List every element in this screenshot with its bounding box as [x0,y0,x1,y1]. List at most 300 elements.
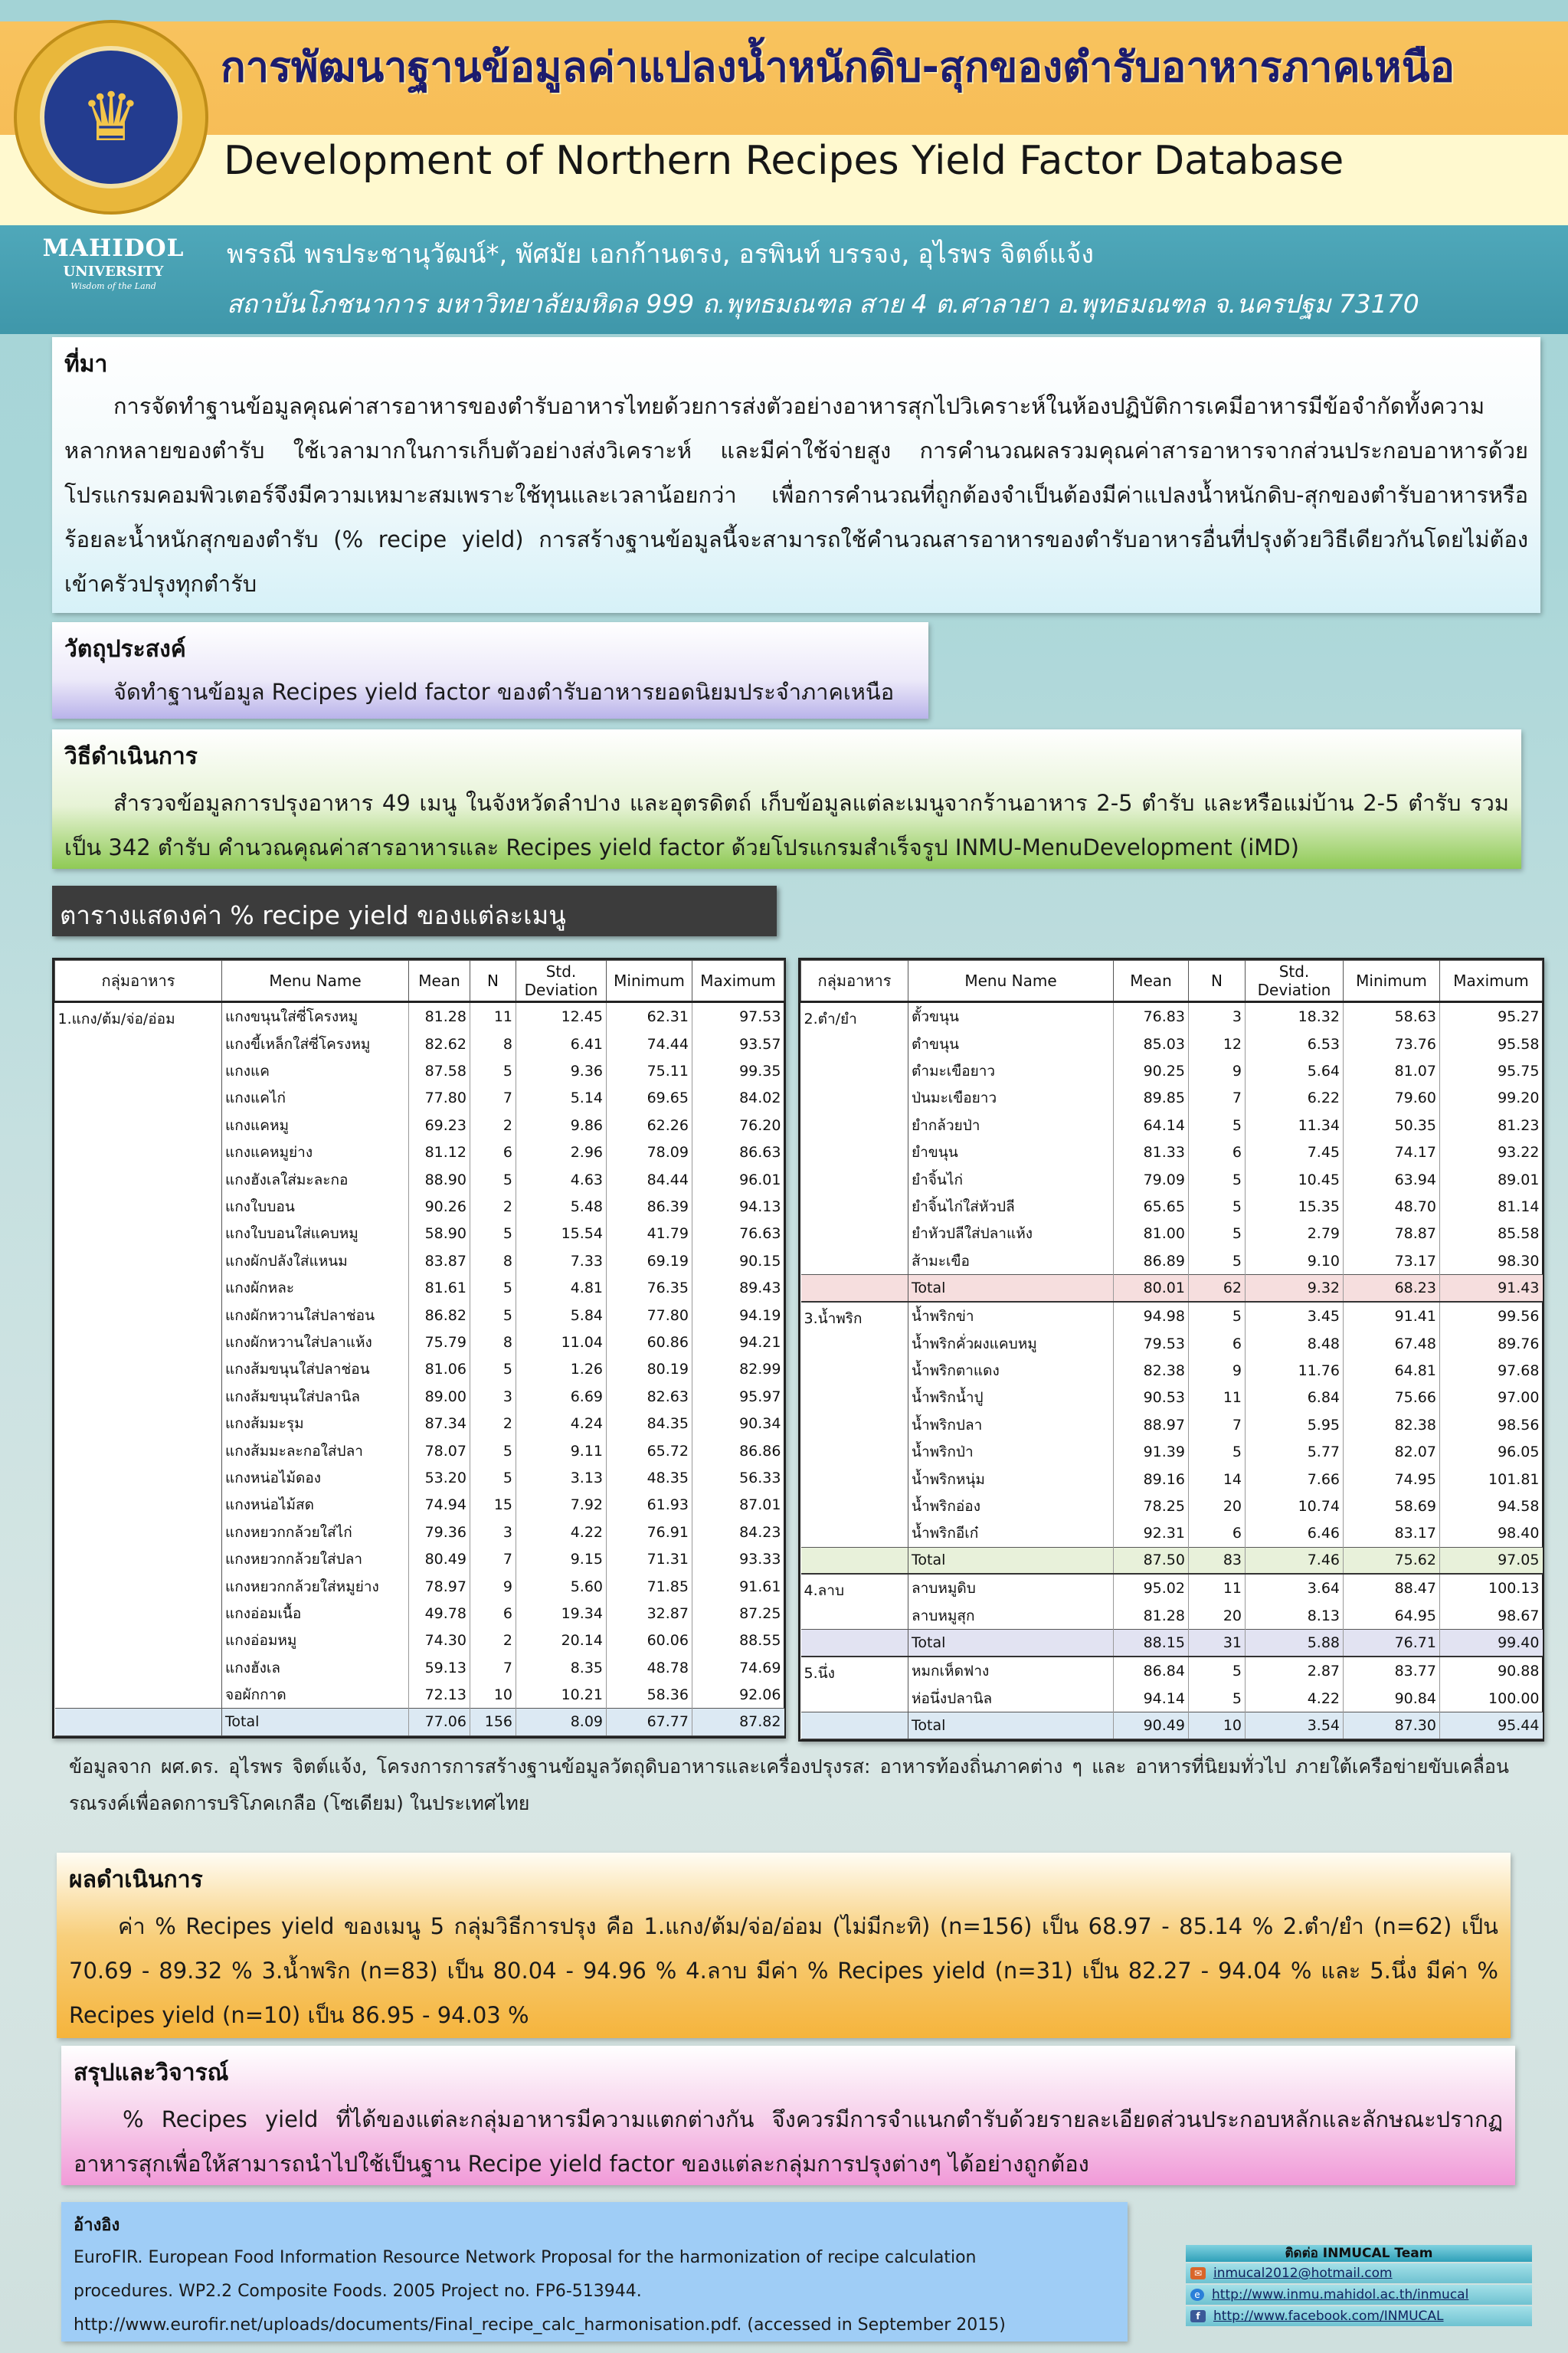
institution-address: สถาบันโภชนาการ มหาวิทยาลัยมหิดล 999 ถ.พุทธมณฑล สาย 4 ต.ศาลายา อ.พุทธมณฑล จ.นครปฐม 73170 [227,289,1419,319]
table-total-row [801,1630,1543,1657]
table-cell-min: 83.17 [1344,1520,1440,1547]
table-cell-min: 73.76 [1344,1031,1440,1057]
reference-link[interactable]: http://www.eurofir.net/uploads/documents/Final_recipe_calc_harmonisation.pdf. (accessed in September 2015) [74,2315,1006,2335]
table-cell-n: 9 [1189,1357,1246,1384]
table-cell-mean: 90.26 [409,1193,470,1220]
table-cell-sd: 2.79 [1246,1221,1344,1247]
table-cell-min: 58.69 [1344,1493,1440,1519]
table-row [801,1685,1543,1712]
table-cell-menu: ส้ามะเขือ [908,1247,1114,1274]
table-cell-group [55,1437,222,1464]
table-cell-mean: 53.20 [409,1464,470,1491]
table-cell-mean: 76.83 [1114,1002,1189,1031]
table-cell-min: 60.86 [607,1329,692,1355]
table-cell-group [801,1275,908,1302]
table-cell-max: 89.43 [692,1275,784,1302]
table-row [801,1520,1543,1547]
table-cell-sd: 5.60 [516,1573,607,1600]
table-cell-mean: 58.90 [409,1221,470,1247]
table-cell-max: 98.40 [1440,1520,1543,1547]
table-cell-max: 93.22 [1440,1139,1543,1166]
table-cell-min: 32.87 [607,1600,692,1627]
contact-box [1186,2245,1532,2326]
table-cell-min: 77.80 [607,1302,692,1329]
table-cell-max: 99.20 [1440,1085,1543,1112]
table-cell-mean: 77.06 [409,1709,470,1735]
table-cell-menu: ตำมะเขือยาว [908,1057,1114,1084]
table-cell-n: 11 [1189,1574,1246,1602]
table-cell-group [55,1247,222,1274]
objective-heading: วัตถุประสงค์ [64,636,186,663]
table-cell-min: 75.66 [1344,1385,1440,1411]
table-row [801,1330,1543,1357]
table-cell-max: 96.05 [1440,1438,1543,1465]
table-cell-n: 9 [470,1573,516,1600]
background-heading: ที่มา [64,351,108,378]
table-cell-n: 11 [1189,1385,1246,1411]
table-cell-group [801,1466,908,1493]
table-cell-sd: 4.81 [516,1275,607,1302]
table-cell-group [801,1411,908,1438]
table-row [801,1657,1543,1685]
table-cell-sd: 7.66 [1246,1466,1344,1493]
table-cell-max: 89.76 [1440,1330,1543,1357]
contact-facebook[interactable]: http://www.facebook.com/INMUCAL [1213,2309,1444,2324]
conclusion-heading: สรุปและวิจารณ์ [74,2060,229,2086]
table-cell-sd: 9.11 [516,1437,607,1464]
results-section [57,1853,1511,2038]
table-cell-group [801,1712,908,1739]
table-cell-sd: 5.84 [516,1302,607,1329]
table-cell-menu: ลาบหมูสุก [908,1602,1114,1629]
table-cell-n: 5 [1189,1247,1246,1274]
table-cell-n: 3 [470,1519,516,1545]
table-cell-menu: ยำจิ้นไก่ [908,1166,1114,1193]
table-cell-min: 81.07 [1344,1057,1440,1084]
table-row [55,1519,784,1545]
table-cell-max: 96.01 [692,1166,784,1193]
table-cell-max: 95.75 [1440,1057,1543,1084]
table-row [55,1193,784,1220]
table-row [801,1493,1543,1519]
table-cell-min: 74.95 [1344,1466,1440,1493]
table-cell-menu: แกงผักหวานใส่ปลาแห้ง [222,1329,409,1355]
table-cell-mean: 88.97 [1114,1411,1189,1438]
table-cell-min: 61.93 [607,1492,692,1519]
table-cell-menu: Total [222,1709,409,1735]
table-cell-menu: แกงหยวกกล้วยใส่หมูย่าง [222,1573,409,1600]
poster-title-english: Development of Northern Recipes Yield Factor Database [224,138,1344,184]
table-cell-group [801,1330,908,1357]
table-cell-menu: น้ำพริกอ่อง [908,1493,1114,1519]
table-row [55,1654,784,1681]
table-cell-min: 62.31 [607,1002,692,1031]
table-cell-n: 7 [1189,1411,1246,1438]
table-cell-n: 8 [470,1247,516,1274]
table-cell-mean: 65.65 [1114,1193,1189,1220]
table-cell-min: 76.35 [607,1275,692,1302]
table-cell-menu: ห่อนึ่งปลานิล [908,1685,1114,1712]
reference-line: EuroFIR. European Food Information Resource Network Proposal for the harmonization of recipe calculation [74,2248,977,2267]
header-min: Minimum [1344,961,1440,1002]
table-cell-group [801,1493,908,1519]
table-cell-max: 94.13 [692,1193,784,1220]
data-source-note: ข้อมูลจาก ผศ.ดร. อุไรพร จิตต์แจ้ง, โครงการการสร้างฐานข้อมูลวัตถุดิบอาหารและเครื่องปรุงรส: อาหารท้องถิ่นภาคต่าง ๆ และ อาหารที่นิยมทั่วไป ภายใต้เครือข่ายขับเคลื่อนรณรงค์เพื่อลดการบริโภคเกลือ (โซเดียม) ในประเทศไทย [69,1755,1509,1814]
table-cell-menu: ยำกล้วยป่า [908,1112,1114,1139]
header-mean: Mean [1114,961,1189,1002]
table-cell-mean: 81.12 [409,1139,470,1166]
table-cell-group [801,1221,908,1247]
table-cell-menu: แกงหน่อไม้ดอง [222,1464,409,1491]
table-cell-min: 41.79 [607,1221,692,1247]
table-cell-menu: น้ำพริกปลา [908,1411,1114,1438]
table-cell-group [801,1193,908,1220]
table-cell-min: 87.30 [1344,1712,1440,1739]
contact-website[interactable]: http://www.inmu.mahidol.ac.th/inmucal [1212,2287,1469,2302]
table-cell-n: 2 [470,1112,516,1139]
university-wordmark: MAHIDOL UNIVERSITY Wisdom of the Land [42,234,185,291]
table-cell-sd: 10.21 [516,1681,607,1708]
table-cell-mean: 74.30 [409,1627,470,1654]
table-cell-menu: แกงใบบอนใส่แคบหมู [222,1221,409,1247]
table-row [55,1627,784,1654]
table-cell-max: 84.02 [692,1085,784,1112]
table-row [801,1085,1543,1112]
table-cell-max: 89.01 [1440,1166,1543,1193]
table-cell-sd: 7.33 [516,1247,607,1274]
table-cell-max: 76.20 [692,1112,784,1139]
table-cell-n: 5 [470,1302,516,1329]
table-cell-max: 98.56 [1440,1411,1543,1438]
table-cell-mean: 85.03 [1114,1031,1189,1057]
table-row [55,1492,784,1519]
table-cell-mean: 90.49 [1114,1712,1189,1739]
table-cell-mean: 78.97 [409,1573,470,1600]
table-cell-mean: 92.31 [1114,1520,1189,1547]
table-cell-sd: 11.76 [1246,1357,1344,1384]
table-cell-group [55,1383,222,1410]
table-row [801,1139,1543,1166]
results-heading: ผลดำเนินการ [69,1866,203,1893]
table-cell-min: 48.35 [607,1464,692,1491]
table-cell-min: 83.77 [1344,1657,1440,1685]
table-cell-n: 5 [470,1437,516,1464]
contact-email-row[interactable] [1186,2263,1532,2283]
table-cell-sd: 5.14 [516,1085,607,1112]
table-cell-min: 63.94 [1344,1166,1440,1193]
table-row [55,1221,784,1247]
table-cell-mean: 72.13 [409,1681,470,1708]
table-cell-n: 6 [1189,1520,1246,1547]
table-cell-max: 82.99 [692,1356,784,1383]
table-row [801,1385,1543,1411]
table-cell-menu: แกงขนุนใส่ซี่โครงหมู [222,1002,409,1031]
table-cell-max: 86.63 [692,1139,784,1166]
table-total-row [55,1709,784,1735]
table-cell-max: 81.14 [1440,1193,1543,1220]
references-section [61,2202,1128,2342]
table-cell-mean: 88.15 [1114,1630,1189,1657]
table-cell-menu: แกงผักปลังใส่แหนม [222,1247,409,1274]
table-cell-mean: 78.07 [409,1437,470,1464]
table-row [55,1031,784,1057]
table-cell-menu: แกงแคหมู [222,1112,409,1139]
table-cell-max: 100.00 [1440,1685,1543,1712]
table-cell-min: 90.84 [1344,1685,1440,1712]
table-cell-n: 5 [1189,1302,1246,1330]
table-cell-mean: 91.39 [1114,1438,1189,1465]
table-cell-min: 67.77 [607,1709,692,1735]
table-cell-group [55,1545,222,1572]
table-cell-group [55,1193,222,1220]
header-menu: Menu Name [222,961,409,1002]
table-row [55,1247,784,1274]
table-cell-menu: น้ำพริกหนุ่ม [908,1466,1114,1493]
table-cell-sd: 3.64 [1246,1574,1344,1602]
table-cell-n: 20 [1189,1602,1246,1629]
table-cell-max: 94.21 [692,1329,784,1355]
table-cell-max: 81.23 [1440,1112,1543,1139]
table-cell-min: 71.31 [607,1545,692,1572]
table-cell-menu: น้ำพริกตาแดง [908,1357,1114,1384]
table-cell-max: 90.15 [692,1247,784,1274]
table-cell-menu: แกงส้มมะรุม [222,1410,409,1437]
table-cell-sd: 3.13 [516,1464,607,1491]
table-cell-n: 2 [470,1193,516,1220]
table-cell-menu: แกงส้มขนุนใส่ปลาช่อน [222,1356,409,1383]
table-cell-menu: ยำจิ้นไก่ใส่หัวปลี [908,1193,1114,1220]
table-row [801,1193,1543,1220]
method-heading: วิธีดำเนินการ [64,743,198,770]
table-cell-max: 97.53 [692,1002,784,1031]
table-cell-group [801,1247,908,1274]
table-cell-min: 84.44 [607,1166,692,1193]
table-row [801,1112,1543,1139]
header-max: Maximum [692,961,784,1002]
contact-email[interactable]: inmucal2012@hotmail.com [1213,2266,1393,2281]
table-cell-sd: 5.88 [1246,1630,1344,1657]
table-row [55,1681,784,1708]
table-cell-menu: Total [908,1275,1114,1302]
references-heading: อ้างอิง [74,2216,120,2235]
table-cell-mean: 81.33 [1114,1139,1189,1166]
table-cell-mean: 81.00 [1114,1221,1189,1247]
table-row [55,1329,784,1355]
table-cell-min: 74.17 [1344,1139,1440,1166]
table-cell-mean: 82.62 [409,1031,470,1057]
table-row [801,1002,1543,1031]
table-cell-n: 10 [470,1681,516,1708]
table-row [801,1302,1543,1330]
table-cell-min: 76.71 [1344,1630,1440,1657]
table-row [55,1002,784,1031]
table-row [55,1302,784,1329]
table-cell-mean: 80.01 [1114,1275,1189,1302]
table-cell-max: 76.63 [692,1221,784,1247]
table-cell-n: 5 [1189,1438,1246,1465]
table-cell-group [55,1139,222,1166]
table-cell-max: 74.69 [692,1654,784,1681]
table-cell-n: 62 [1189,1275,1246,1302]
table-cell-sd: 5.64 [1246,1057,1344,1084]
table-cell-n: 20 [1189,1493,1246,1519]
yield-table-left [52,958,786,1739]
table-row [801,1057,1543,1084]
table-row [801,1221,1543,1247]
table-cell-n: 5 [470,1057,516,1084]
table-cell-group [55,1221,222,1247]
table-cell-sd: 9.10 [1246,1247,1344,1274]
table-cell-sd: 9.15 [516,1545,607,1572]
table-cell-max: 86.86 [692,1437,784,1464]
table-cell-n: 5 [1189,1112,1246,1139]
table-cell-group [55,1709,222,1735]
table-cell-max: 84.23 [692,1519,784,1545]
table-row [55,1573,784,1600]
yield-table-right [798,958,1544,1742]
table-cell-mean: 78.25 [1114,1493,1189,1519]
contact-facebook-row[interactable] [1186,2306,1532,2326]
table-cell-max: 91.61 [692,1573,784,1600]
table-cell-sd: 5.77 [1246,1438,1344,1465]
table-cell-n: 6 [1189,1330,1246,1357]
table-cell-n: 5 [1189,1193,1246,1220]
ie-icon: e [1190,2289,1204,2301]
crown-emblem-icon: ♛ [80,77,142,156]
table-cell-group [55,1356,222,1383]
table-cell-mean: 81.06 [409,1356,470,1383]
table-cell-group [55,1302,222,1329]
header-n: N [1189,961,1246,1002]
table-cell-sd: 20.14 [516,1627,607,1654]
table-cell-n: 8 [470,1329,516,1355]
header-menu: Menu Name [908,961,1114,1002]
table-cell-max: 95.58 [1440,1031,1543,1057]
table-cell-n: 5 [1189,1685,1246,1712]
table-cell-min: 64.95 [1344,1602,1440,1629]
table-cell-n: 5 [470,1275,516,1302]
table-cell-mean: 90.25 [1114,1057,1189,1084]
table-cell-n: 5 [470,1464,516,1491]
table-cell-sd: 6.84 [1246,1385,1344,1411]
header-mean: Mean [409,961,470,1002]
table-cell-max: 99.40 [1440,1630,1543,1657]
table-cell-max: 91.43 [1440,1275,1543,1302]
table-row [801,1411,1543,1438]
table-cell-mean: 89.85 [1114,1085,1189,1112]
table-cell-sd: 7.45 [1246,1139,1344,1166]
table-cell-mean: 77.80 [409,1085,470,1112]
table-cell-mean: 87.50 [1114,1547,1189,1574]
table-row [801,1438,1543,1465]
table-cell-group: 3.น้ำพริก [801,1302,908,1330]
table-cell-sd: 8.48 [1246,1330,1344,1357]
table-cell-sd: 1.26 [516,1356,607,1383]
table-cell-min: 69.19 [607,1247,692,1274]
table-cell-group [55,1085,222,1112]
table-cell-n: 3 [1189,1002,1246,1031]
table-cell-group [55,1166,222,1193]
table-cell-group [55,1112,222,1139]
table-cell-n: 7 [470,1654,516,1681]
table-cell-group [55,1031,222,1057]
table-cell-group [801,1438,908,1465]
table-cell-sd: 7.92 [516,1492,607,1519]
conclusion-text: % Recipes yield ที่ได้ของแต่ละกลุ่มอาหารมีความแตกต่างกัน จึงควรมีการจำแนกตำรับด้วยรายละเอียดส่วนประกอบหลักและลักษณะปรากฏอาหารสุกเพื่อให้สามารถนำไปใช้เป็นฐาน Recipe yield factor ของแต่ละกลุ่มการปรุงต่างๆ ได้อย่างถูกต้อง [74,2106,1503,2177]
table-cell-mean: 86.82 [409,1302,470,1329]
background-section [52,337,1540,613]
table-cell-max: 99.35 [692,1057,784,1084]
table-cell-menu: Total [908,1630,1114,1657]
table-cell-max: 97.68 [1440,1357,1543,1384]
table-cell-min: 69.65 [607,1085,692,1112]
table-cell-menu: Total [908,1547,1114,1574]
table-cell-max: 93.57 [692,1031,784,1057]
table-cell-max: 93.33 [692,1545,784,1572]
table-total-row [801,1275,1543,1302]
table-cell-n: 9 [1189,1057,1246,1084]
table-cell-min: 79.60 [1344,1085,1440,1112]
table-cell-sd: 2.87 [1246,1657,1344,1685]
table-cell-min: 68.23 [1344,1275,1440,1302]
table-cell-sd: 4.63 [516,1166,607,1193]
header-sd: Std. Deviation [516,961,607,1002]
table-cell-max: 99.56 [1440,1302,1543,1330]
table-cell-sd: 7.46 [1246,1547,1344,1574]
table-cell-n: 7 [470,1545,516,1572]
table-cell-mean: 88.90 [409,1166,470,1193]
header-n: N [470,961,516,1002]
table-cell-mean: 94.98 [1114,1302,1189,1330]
table-cell-menu: น้ำพริกอีเก๋ [908,1520,1114,1547]
table-cell-sd: 15.54 [516,1221,607,1247]
table-cell-menu: แกงฮังเลใส่มะละกอ [222,1166,409,1193]
table-cell-mean: 81.28 [409,1002,470,1031]
table-cell-min: 78.87 [1344,1221,1440,1247]
table-cell-min: 80.19 [607,1356,692,1383]
table-cell-mean: 87.58 [409,1057,470,1084]
table-row [801,1602,1543,1629]
table-cell-menu: แกงหยวกกล้วยใส่ไก่ [222,1519,409,1545]
table-cell-max: 85.58 [1440,1221,1543,1247]
contact-web-row[interactable] [1186,2285,1532,2305]
table-cell-n: 7 [470,1085,516,1112]
table-cell-group [801,1547,908,1574]
table-cell-group: 4.ลาบ [801,1574,908,1602]
method-text: สำรวจข้อมูลการปรุงอาหาร 49 เมนู ในจังหวัดลำปาง และอุตรดิตถ์ เก็บข้อมูลแต่ละเมนูจากร้านอาหาร 2-5 ตำรับ และหรือแม่บ้าน 2-5 ตำรับ รวมเป็น 342 ตำรับ คำนวณคุณค่าสารอาหารและ Recipes yield factor ด้วยโปรแกรมสำเร็จรูป INMU-MenuDevelopment (iMD) [64,790,1509,860]
table-cell-menu: น้ำพริกป่า [908,1438,1114,1465]
table-cell-max: 94.58 [1440,1493,1543,1519]
table-cell-menu: แกงแคไก่ [222,1085,409,1112]
table-cell-sd: 6.22 [1246,1085,1344,1112]
table-row [55,1410,784,1437]
table-cell-menu: Total [908,1712,1114,1739]
table-row [55,1600,784,1627]
table-cell-sd: 19.34 [516,1600,607,1627]
table-title: ตารางแสดงค่า % recipe yield ของแต่ละเมนู [52,886,777,936]
table-cell-group [55,1492,222,1519]
table-cell-n: 2 [470,1410,516,1437]
table-cell-menu: น้ำพริกข่า [908,1302,1114,1330]
table-cell-sd: 11.04 [516,1329,607,1355]
method-section [52,729,1521,869]
table-cell-sd: 6.41 [516,1031,607,1057]
table-cell-min: 88.47 [1344,1574,1440,1602]
table-cell-sd: 8.13 [1246,1602,1344,1629]
table-cell-menu: แกงผักหวานใส่ปลาช่อน [222,1302,409,1329]
table-cell-n: 5 [470,1356,516,1383]
table-total-row [801,1712,1543,1739]
